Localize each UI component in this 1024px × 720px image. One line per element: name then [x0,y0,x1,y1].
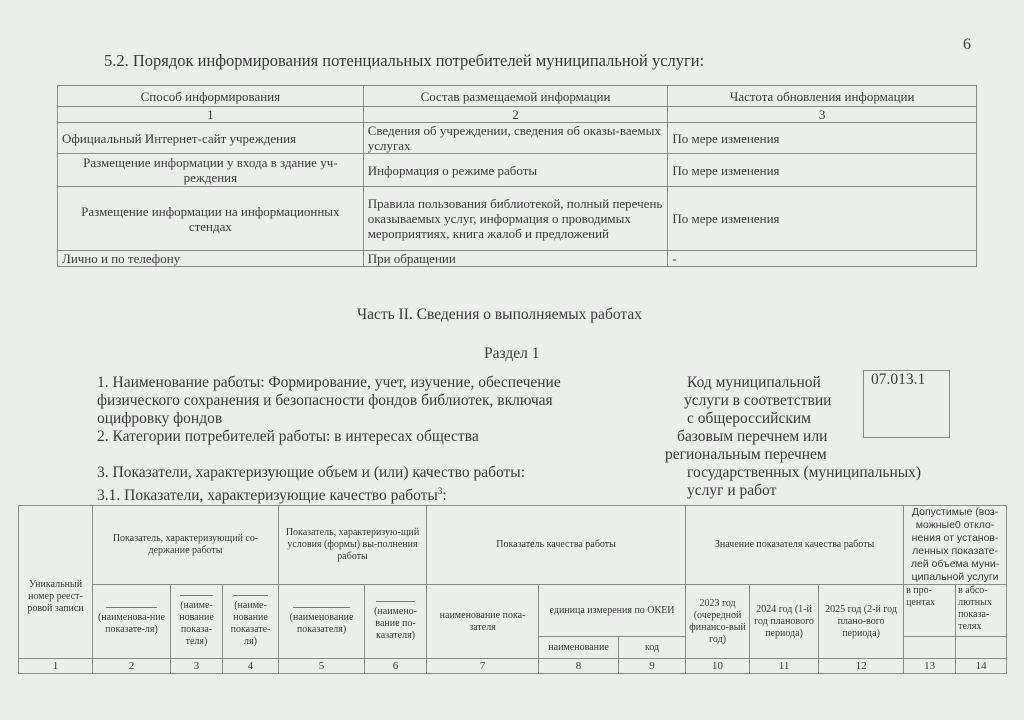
code-label-line: Код муниципальной [687,374,821,391]
consumer-categories: 2. Категории потребителей работы: в интересах общества [97,428,479,445]
section-title: Раздел 1 [484,345,540,362]
blank-line [180,595,213,596]
absolute-header: в абсо-лютных показа-телях [956,585,1007,637]
work-name-line-1: 1. Наименование работы: Формирование, учет, изучение, обеспечение [97,374,561,391]
year-2023-header: 2023 год (очередной финансо-вый год) [686,585,750,659]
table-row [58,251,977,267]
blank-line [233,595,269,596]
content-indicator-2: (наиме-нование показа-теля) [171,585,223,659]
frequency-cell: По мере изменения [668,123,977,154]
col-number: 11 [750,659,819,674]
content-indicator-1: (наименова-ние показате-ля) [93,585,171,659]
col-number: 1 [58,107,364,123]
okei-unit-header: единица измерения по ОКЕИ [539,585,686,637]
header-content: Состав размещаемой информации [363,86,668,107]
indicators-heading: 3. Показатели, характеризующие объем и (или) качество работы: [97,464,526,481]
part-2-title: Часть II. Сведения о выполняемых работах [357,306,642,323]
blank-line [293,607,350,608]
footnote-ref: 3 [437,486,443,496]
percent-header: в про-центах [904,585,956,637]
col-number: 10 [686,659,750,674]
col-number: 4 [223,659,279,674]
method-cell: Официальный Интернет-сайт учреждения [58,123,364,154]
condition-indicator-2: (наимено-вание по-казателя) [365,585,427,659]
table-row [58,187,977,251]
frequency-cell: - [668,251,977,267]
method-cell: Размещение информации у входа в здание уч-реждения [58,154,364,187]
col-number: 3 [171,659,223,674]
col-number: 1 [19,659,93,674]
code-label-line: услуг и работ [687,482,777,499]
unique-number-header: Уникальный номер реест-ровой записи [19,506,93,659]
quality-value-header: Значение показателя качества работы [686,506,904,585]
column-numbers-row [19,659,1007,674]
content-cell: Правила пользования библиотекой, полный перечень оказываемых услуг, информация о проводимых мероприятиях, книга жалоб и предложений [363,187,668,251]
table-row [58,154,977,187]
col-number: 14 [956,659,1007,674]
informing-table [57,85,977,267]
blank-line [106,607,157,608]
quality-indicators-text: 3.1. Показатели, характеризующие качество работы [97,487,438,505]
method-cell: Лично и по телефону [58,251,364,267]
service-code-value: 07.013.1 [871,371,926,388]
colon: : [442,487,447,505]
col-number: 3 [668,107,977,123]
blank-line [376,601,416,602]
work-name-line-3: оцифровку фондов [97,410,223,427]
page-number: 6 [963,36,971,53]
content-cell: При обращении [363,251,668,267]
quality-indicators-table [18,505,1007,674]
col-number: 2 [363,107,668,123]
col-number: 2 [93,659,171,674]
header-method: Способ информирования [58,86,364,107]
col-number: 7 [427,659,539,674]
col-number: 6 [365,659,427,674]
work-name-line-2: физического сохранения и безопасности фондов библиотек, включая [97,392,553,409]
content-indicator-header: Показатель, характеризующий со-держание работы [93,506,279,585]
okei-code-header: код [619,637,686,659]
content-indicator-3: (наиме-нование показате-ля) [223,585,279,659]
quality-indicators-heading [97,482,447,505]
quality-indicator-header: Показатель качества работы [427,506,686,585]
year-2024-header: 2024 год (1-й год планового периода) [750,585,819,659]
content-cell: Сведения об учреждении, сведения об оказы-ваемых услугах [363,123,668,154]
code-label-line: услуги в соответствии [684,392,832,409]
percent-blank [904,637,956,659]
col-number: 13 [904,659,956,674]
col-number: 8 [539,659,619,674]
year-2025-header: 2025 год (2-й год плано-вого периода) [819,585,904,659]
code-label-line: с общероссийским [687,410,811,427]
deviations-header: Допустимые (воз-можные0 откло-нения от установ-ленных показате-лей объема муни-ципальной услуги [904,506,1007,585]
okei-name-header: наименование [539,637,619,659]
table-row [58,123,977,154]
condition-indicator-1: (наименование показателя) [279,585,365,659]
content-cell: Информация о режиме работы [363,154,668,187]
col-number: 5 [279,659,365,674]
conditions-indicator-header: Показатель, характеризую-щий условия (формы) вы-полнения работы [279,506,427,585]
section-5-2-heading: 5.2. Порядок информирования потенциальных потребителей муниципальной услуги: [104,51,705,70]
frequency-cell: По мере изменения [668,154,977,187]
absolute-blank [956,637,1007,659]
code-label-line: государственных (муниципальных) [687,464,922,481]
code-label-line: региональным перечнем [665,446,827,463]
header-frequency: Частота обновления информации [668,86,977,107]
indicator-name-header: наименование пока-зателя [427,585,539,659]
frequency-cell: По мере изменения [668,187,977,251]
col-number: 9 [619,659,686,674]
code-label-line: базовым перечнем или [677,428,828,445]
col-number: 12 [819,659,904,674]
method-cell: Размещение информации на информационных стендах [58,187,364,251]
